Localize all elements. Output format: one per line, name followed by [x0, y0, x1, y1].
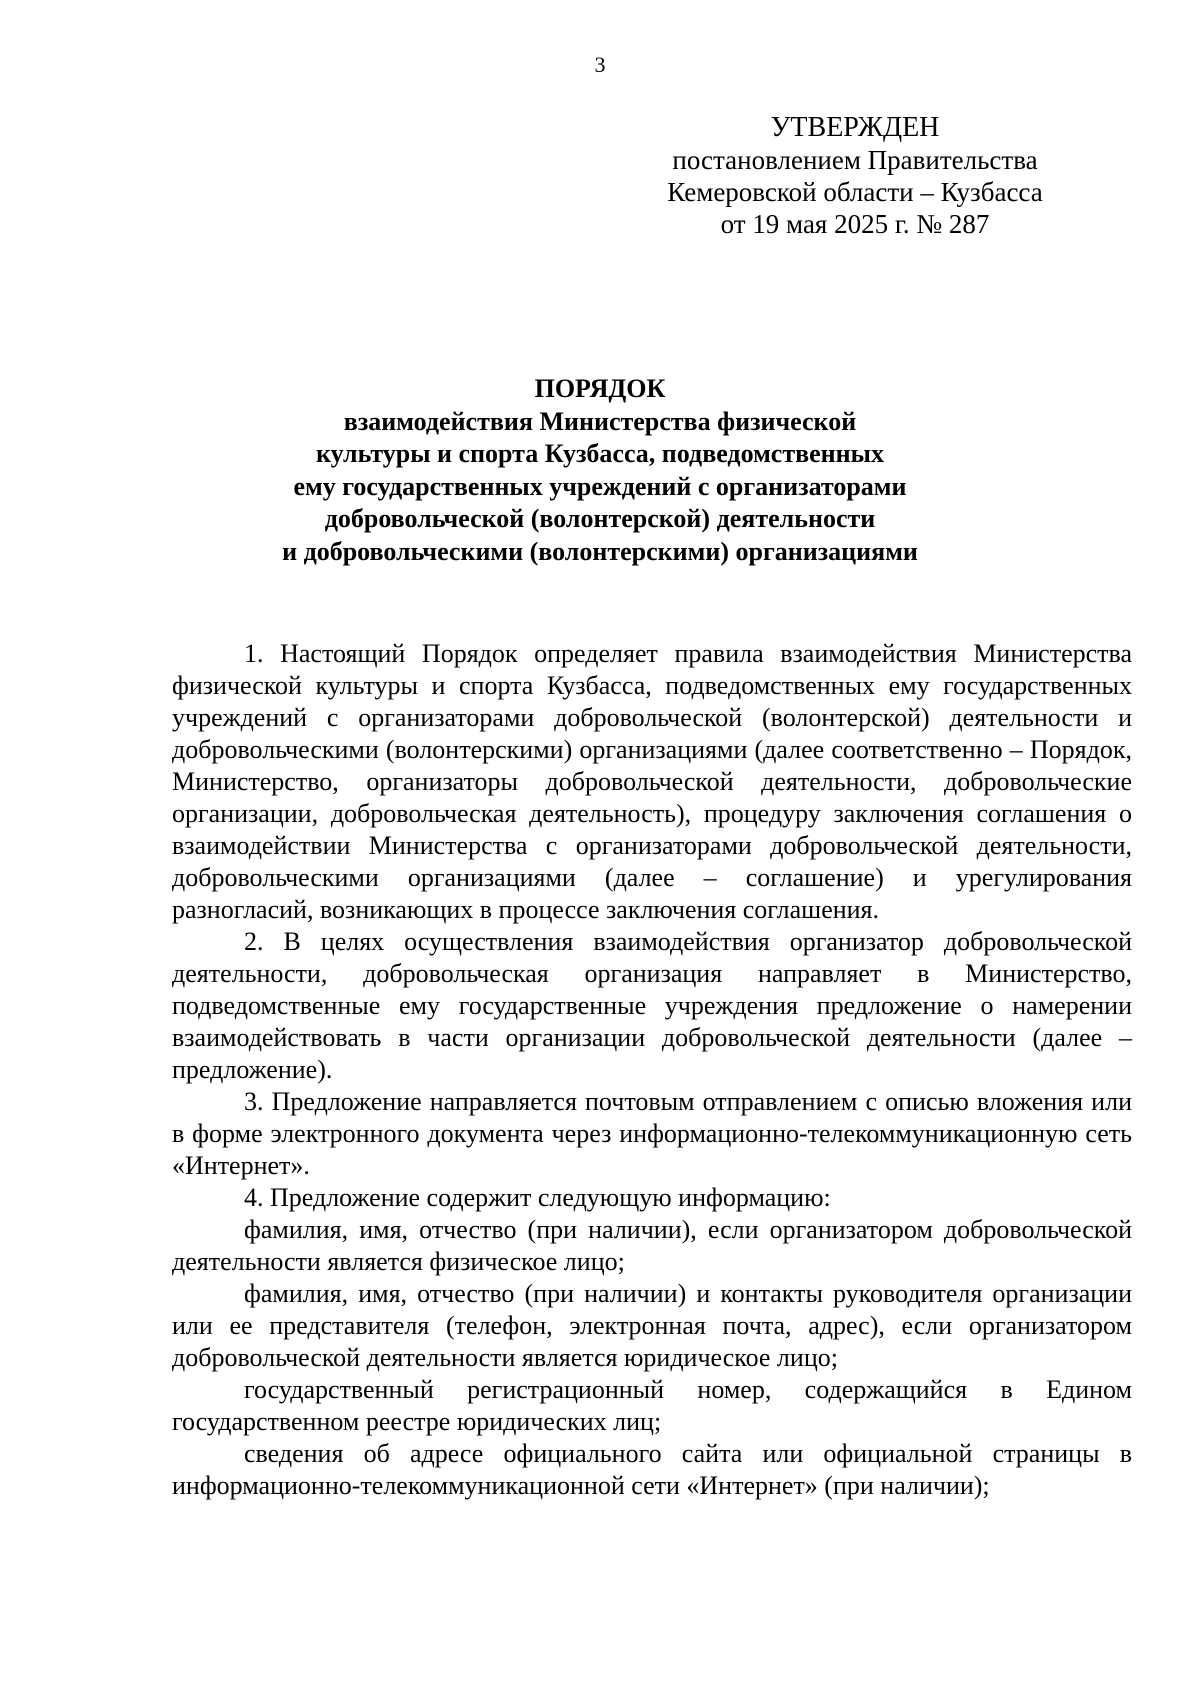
list-item: сведения об адресе официального сайта или официальной страницы в информационно-телекоммуникационной сети «Интернет» (при наличии);: [172, 1439, 1132, 1500]
document-title: [150, 373, 1050, 568]
page-number: 3: [594, 52, 606, 77]
approval-stamp: [660, 112, 1050, 240]
title-line: добровольческой (волонтерской) деятельности: [324, 504, 876, 533]
approval-heading: УТВЕРЖДЕН: [770, 112, 940, 143]
paragraph-1: 1. Настоящий Порядок определяет правила взаимодействия Министерства физической культуры и спорта Кузбасса, подведомственных ему государственных учреждений с организаторами добровольческой (волонтерской) деятельности и добровольческими (волонтерскими) организациями (далее соответственно – Порядок, Министерство, организаторы добровольческой деятельности, добровольческие организации, добровольческая деятельность), процедуру заключения соглашения о взаимодействии Министерства с организаторами добровольческой деятельности, добровольческими организациями (далее – соглашение) и урегулирования разногласий, возникающих в процессе заключения соглашения.: [172, 639, 1132, 924]
approval-line: Кемеровской области – Кузбасса: [667, 177, 1043, 207]
title-line: взаимодействия Министерства физической: [343, 406, 857, 436]
list-item: государственный регистрационный номер, содержащийся в Едином государственном реестре юридических лиц;: [172, 1375, 1132, 1436]
list-item: фамилия, имя, отчество (при наличии), если организатором добровольческой деятельности является физическое лицо;: [172, 1215, 1132, 1276]
title-line: и добровольческими (волонтерскими) организациями: [282, 536, 918, 566]
document-body: [172, 638, 1132, 1502]
paragraph-3: 3. Предложение направляется почтовым отправлением с описью вложения или в форме электронного документа через информационно-телекоммуникационную сеть «Интернет».: [172, 1087, 1132, 1180]
approval-line: от 19 мая 2025 г. № 287: [720, 209, 990, 239]
approval-line: постановлением Правительства: [672, 145, 1038, 175]
paragraph-2: 2. В целях осуществления взаимодействия организатор добровольческой деятельности, добровольческая организация направляет в Министерство, подведомственные ему государственные учреждения предложение о намерении взаимодействовать в части организации добровольческой деятельности (далее – предложение).: [172, 927, 1132, 1084]
paragraph-4: 4. Предложение содержит следующую информацию:: [244, 1183, 831, 1212]
list-item: фамилия, имя, отчество (при наличии) и контакты руководителя организации или ее представителя (телефон, электронная почта, адрес), если организатором добровольческой деятельности является юридическое лицо;: [172, 1279, 1132, 1372]
title-line: ему государственных учреждений с организаторами: [293, 471, 907, 501]
title-line: культуры и спорта Кузбасса, подведомственных: [316, 439, 884, 468]
title-heading: ПОРЯДОК: [534, 374, 666, 403]
